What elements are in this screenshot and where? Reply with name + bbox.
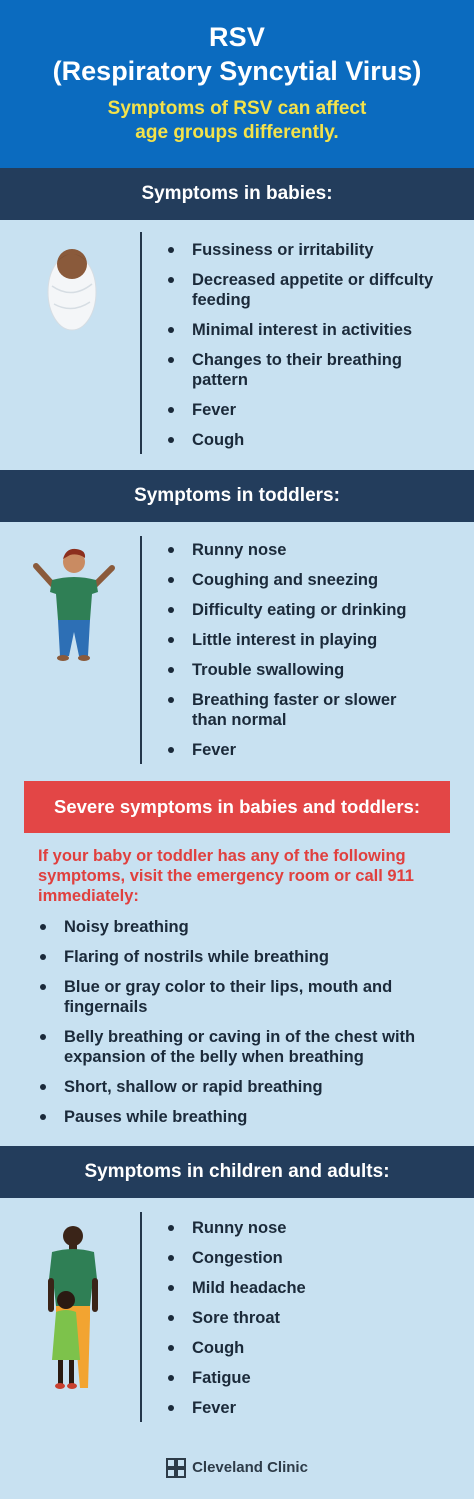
severe-symptom-text: Flaring of nostrils while breathing — [64, 948, 329, 966]
adults-symptom-list — [166, 1218, 466, 1428]
severe-symptom-text: Belly breathing or caving in of the chest with — [64, 1028, 416, 1046]
title-line-2: (Respiratory Syncytial Virus) — [52, 56, 422, 86]
toddlers-symptom-text: Trouble swallowing — [192, 661, 345, 679]
footer — [0, 1436, 474, 1499]
adults-symptom-item — [166, 1398, 466, 1418]
babies-symptom-text: Cough — [192, 431, 245, 449]
adults-symptom-text: Runny nose — [192, 1219, 287, 1237]
babies-symptom-text: Fever — [192, 401, 237, 419]
babies-symptom-text: pattern — [192, 371, 248, 389]
severe-symptom-item — [38, 977, 458, 1017]
toddlers-symptom-text: Runny nose — [192, 541, 287, 559]
toddlers-symptom-item — [166, 600, 466, 620]
severe-symptom-item — [38, 917, 458, 937]
severe-symptom-text: fingernails — [64, 998, 148, 1016]
babies-divider — [140, 232, 142, 454]
header — [0, 0, 474, 168]
babies-symptom-text: Fussiness or irritability — [192, 241, 374, 259]
toddlers-symptom-text: Coughing and sneezing — [192, 571, 379, 589]
toddlers-section — [0, 522, 474, 780]
baby-illustration-icon — [44, 240, 100, 332]
severe-symptom-text: Noisy breathing — [64, 918, 189, 936]
severe-heading: Severe symptoms in babies and toddlers: — [24, 781, 450, 833]
adults-symptom-item — [166, 1278, 466, 1298]
subtitle-line-1: Symptoms of RSV can affect — [107, 98, 367, 119]
babies-symptom-item — [166, 430, 466, 450]
babies-section — [0, 220, 474, 470]
severe-symptom-item — [38, 1027, 458, 1067]
adults-symptom-text: Congestion — [192, 1249, 283, 1267]
babies-symptom-item — [166, 240, 466, 260]
babies-symptom-item — [166, 400, 466, 420]
adults-symptom-item — [166, 1248, 466, 1268]
babies-symptom-item — [166, 350, 466, 390]
adults-symptom-text: Fatigue — [192, 1369, 251, 1387]
severe-symptom-item — [38, 1077, 458, 1097]
severe-symptom-text: Pauses while breathing — [64, 1108, 248, 1126]
adults-symptom-text: Fever — [192, 1399, 237, 1417]
adults-divider — [140, 1212, 142, 1422]
subtitle-line-2: age groups differently. — [135, 122, 339, 143]
adult-and-child-illustration-icon — [40, 1222, 106, 1394]
toddler-illustration-icon — [32, 544, 116, 666]
adults-symptom-item — [166, 1218, 466, 1238]
severe-warning-line: symptoms, visit the emergency room or call 911 — [38, 867, 414, 885]
adults-section — [0, 1198, 474, 1436]
severe-symptom-text: Short, shallow or rapid breathing — [64, 1078, 323, 1096]
severe-symptom-item — [38, 947, 458, 967]
babies-symptom-text: Decreased appetite or diffculty — [192, 271, 434, 289]
toddlers-symptom-text: than normal — [192, 711, 287, 729]
toddlers-symptom-text: Difficulty eating or drinking — [192, 601, 407, 619]
severe-warning-text — [38, 846, 448, 906]
severe-warning-line: If your baby or toddler has any of the following — [38, 847, 406, 865]
babies-symptom-text: Minimal interest in activities — [192, 321, 413, 339]
toddlers-symptom-text: Little interest in playing — [192, 631, 378, 649]
severe-symptom-item — [38, 1107, 458, 1127]
toddlers-symptom-item — [166, 630, 466, 650]
babies-symptom-text: Changes to their breathing — [192, 351, 402, 369]
toddlers-symptom-item — [166, 690, 466, 730]
severe-symptom-text: expansion of the belly when breathing — [64, 1048, 364, 1066]
adults-symptom-text: Cough — [192, 1339, 245, 1357]
toddlers-symptom-list — [166, 540, 466, 770]
toddlers-symptom-item — [166, 740, 466, 760]
adults-symptom-text: Sore throat — [192, 1309, 281, 1327]
toddlers-symptom-text: Breathing faster or slower — [192, 691, 397, 709]
toddlers-divider — [140, 536, 142, 764]
babies-symptom-item — [166, 320, 466, 340]
babies-symptom-list — [166, 240, 466, 460]
toddlers-symptom-item — [166, 660, 466, 680]
toddlers-symptom-item — [166, 540, 466, 560]
title-line-1: RSV — [208, 22, 266, 52]
severe-symptom-text: Blue or gray color to their lips, mouth and — [64, 978, 393, 996]
adults-symptom-item — [166, 1368, 466, 1388]
cleveland-clinic-cross-icon — [166, 1458, 186, 1478]
severe-symptom-list — [38, 917, 458, 1137]
babies-symptom-item — [166, 270, 466, 310]
adults-symptom-item — [166, 1338, 466, 1358]
babies-heading: Symptoms in babies: — [0, 168, 474, 220]
footer-brand: Cleveland Clinic — [192, 1459, 308, 1476]
severe-warning-line: immediately: — [38, 887, 139, 905]
adults-symptom-item — [166, 1308, 466, 1328]
babies-symptom-text: feeding — [192, 291, 251, 309]
adults-heading: Symptoms in children and adults: — [0, 1146, 474, 1198]
toddlers-heading: Symptoms in toddlers: — [0, 470, 474, 522]
adults-symptom-text: Mild headache — [192, 1279, 306, 1297]
toddlers-symptom-item — [166, 570, 466, 590]
toddlers-symptom-text: Fever — [192, 741, 237, 759]
